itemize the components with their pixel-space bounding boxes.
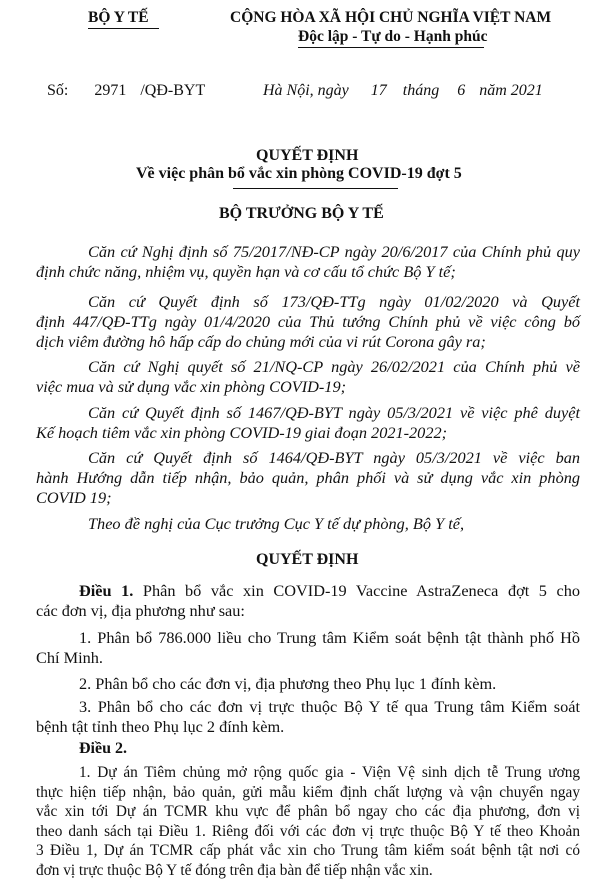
date-year: năm 2021 xyxy=(479,82,543,99)
ministry-underline xyxy=(88,28,159,29)
document-number xyxy=(47,82,205,100)
ministry-name: BỘ Y TẾ xyxy=(88,9,149,26)
motto-underline xyxy=(298,47,484,48)
national-motto: Độc lập - Tự do - Hạnh phúc xyxy=(298,28,488,45)
decision-subject: Về việc phân bổ vắc xin phòng COVID-19 đợt 5 xyxy=(136,165,462,182)
article-1-item-3: 3. Phân bổ cho các đơn vị trực thuộc Bộ Y tế qua Trung tâm Kiểm soát bệnh tật tỉnh theo Phụ lục 2 đính kèm. xyxy=(36,697,580,736)
article-1-item-1: 1. Phân bổ 786.000 liều cho Trung tâm Kiểm soát bệnh tật thành phố Hồ Chí Minh. xyxy=(36,628,580,667)
date-month-label: tháng xyxy=(402,82,440,99)
decision-title: QUYẾT ĐỊNH xyxy=(256,147,359,164)
article-1-item-2: 2. Phân bổ cho các đơn vị, địa phương theo Phụ lục 1 đính kèm. xyxy=(79,674,497,693)
article-1-label: Điều 1. xyxy=(79,581,134,600)
preamble-4: Căn cứ Quyết định số 1467/QĐ-BYT ngày 05/3/2021 về việc phê duyệt Kế hoạch tiêm vắc xin phòng COVID-19 giai đoạn 2021-2022; xyxy=(36,403,580,442)
preamble-6: Theo đề nghị của Cục trưởng Cục Y tế dự phòng, Bộ Y tế, xyxy=(88,514,465,533)
date-prefix: Hà Nội, ngày xyxy=(263,82,349,99)
number-suffix: /QĐ-BYT xyxy=(140,82,206,99)
authority-title: BỘ TRƯỞNG BỘ Y TẾ xyxy=(219,205,384,222)
number-label: Số: xyxy=(47,82,69,99)
preamble-3: Căn cứ Nghị quyết số 21/NQ-CP ngày 26/02/2021 của Chính phủ về việc mua và sử dụng vắc xin phòng COVID-19; xyxy=(36,357,580,396)
preamble-2: Căn cứ Quyết định số 173/QĐ-TTg ngày 01/02/2020 và Quyết định 447/QĐ-TTg ngày 01/4/2020 của Thủ tướng Chính phủ về việc công bố dịch viêm đường hô hấp cấp do chủng mới của vi rút Corona gây ra; xyxy=(36,292,580,351)
article-2-body: 1. Dự án Tiêm chủng mở rộng quốc gia - Viện Vệ sinh dịch tễ Trung ương thực hiện tiếp nhận, bảo quản, gửi mẫu kiểm định chất lượng và vận chuyển ngay vắc xin tới Dự án TCMR khu vực để phân bổ ngay cho các địa phương, đơn vị theo danh sách tại Điều 1. Riêng đối với các đơn vị trực thuộc Bộ Y tế theo Khoản 3 Điều 1, Dự án TCMR cấp phát vắc xin cho Trung tâm kiểm soát bệnh tật nơi có đơn vị trực thuộc Bộ Y tế đóng trên địa bàn để tiếp nhận vắc xin. xyxy=(36,764,580,879)
country-name: CỘNG HÒA XÃ HỘI CHỦ NGHĨA VIỆT NAM xyxy=(230,9,552,26)
preamble-5: Căn cứ Quyết định số 1464/QĐ-BYT ngày 05/3/2021 về việc ban hành Hướng dẫn tiếp nhận, bảo quản, phân phối và sử dụng vắc xin phòng COVID 19; xyxy=(36,448,580,507)
decision-heading: QUYẾT ĐỊNH xyxy=(256,551,359,568)
article-1: Điều 1. Phân bổ vắc xin COVID-19 Vaccine AstraZeneca đợt 5 cho các đơn vị, địa phương như sau: xyxy=(36,581,580,620)
article-2-label: Điều 2. xyxy=(79,740,127,757)
number-value: 2971 xyxy=(94,82,127,99)
document-date xyxy=(263,82,543,100)
date-day: 17 xyxy=(370,82,387,99)
date-month: 6 xyxy=(457,82,466,99)
subject-underline xyxy=(233,188,398,189)
preamble-1: Căn cứ Nghị định số 75/2017/NĐ-CP ngày 20/6/2017 của Chính phủ quy định chức năng, nhiệm vụ, quyền hạn và cơ cấu tổ chức Bộ Y tế; xyxy=(36,242,580,281)
